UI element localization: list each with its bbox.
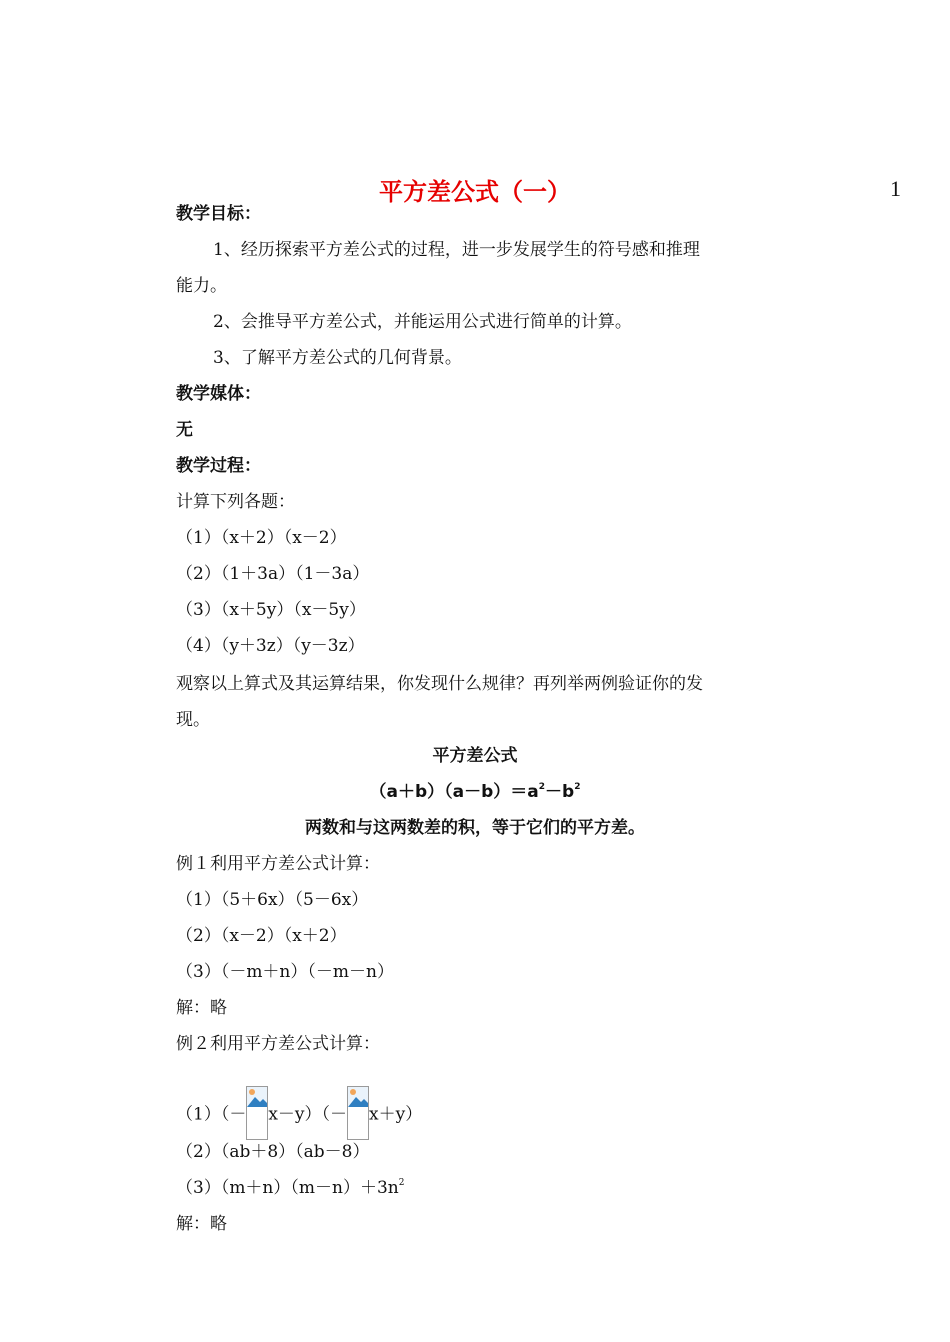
- page-number: 1: [890, 176, 901, 201]
- example2-item3-text: （3）（m＋n）（m－n）＋3n: [176, 1178, 399, 1198]
- example1-item: （2）（x－2）（x＋2）: [176, 926, 347, 946]
- objective-2: 2、会推导平方差公式，并能运用公式进行简单的计算。: [213, 312, 632, 332]
- example2-item-2: （2）（ab＋8）（ab－8）: [176, 1142, 370, 1162]
- example1-item: （3）（－m＋n）（－m－n）: [176, 962, 394, 982]
- formula-minus: －b: [545, 782, 575, 802]
- media-heading: 教学媒体：: [176, 384, 261, 404]
- exercise-item: （1）（x＋2）（x－2）: [176, 528, 347, 548]
- objectives-heading: 教学目标：: [176, 204, 261, 224]
- objective-1-line2: 能力。: [176, 276, 227, 296]
- missing-image-icon: [246, 1086, 268, 1140]
- exercise-item: （2）（1＋3a）（1－3a）: [176, 564, 370, 584]
- formula-exponent: 2: [538, 782, 546, 792]
- media-value: 无: [176, 420, 193, 440]
- example2-item1-part-a: （1）（－: [176, 1104, 247, 1125]
- formula-exponent: 2: [574, 782, 581, 792]
- exercise-item: （3）（x＋5y）（x－5y）: [176, 600, 366, 620]
- example2-item1-part-b: x－y）（－: [268, 1104, 348, 1125]
- observe-line2: 现。: [176, 710, 210, 730]
- example2-item-1: [176, 1088, 422, 1142]
- formula-title: 平方差公式: [432, 746, 518, 766]
- example2-item1-part-c: x＋y）: [369, 1104, 423, 1125]
- exercise-item: （4）（y＋3z）（y－3z）: [176, 636, 365, 656]
- formula-lhs: （a＋b）（a－b）＝a: [369, 782, 539, 802]
- example1-item: （1）（5＋6x）（5－6x）: [176, 890, 369, 910]
- example2-item3-exponent: 2: [398, 1178, 405, 1188]
- example2-item-3: [176, 1178, 404, 1198]
- page-title: 平方差公式（一）: [379, 178, 571, 206]
- objective-3: 3、了解平方差公式的几何背景。: [213, 348, 462, 368]
- process-intro: 计算下列各题：: [176, 492, 295, 512]
- example1-heading: 例１利用平方差公式计算：: [176, 854, 380, 874]
- objective-1-line1: 1、经历探索平方差公式的过程，进一步发展学生的符号感和推理: [213, 240, 700, 260]
- observe-line1: 观察以上算式及其运算结果，你发现什么规律？再列举两例验证你的发: [176, 674, 703, 694]
- missing-image-icon: [347, 1086, 369, 1140]
- formula-statement: 两数和与这两数差的积，等于它们的平方差。: [305, 818, 645, 838]
- example1-solution: 解：略: [176, 998, 227, 1018]
- example2-heading: 例２利用平方差公式计算：: [176, 1034, 380, 1054]
- example2-solution: 解：略: [176, 1214, 227, 1234]
- formula-expression: [0, 782, 950, 802]
- process-heading: 教学过程：: [176, 456, 261, 476]
